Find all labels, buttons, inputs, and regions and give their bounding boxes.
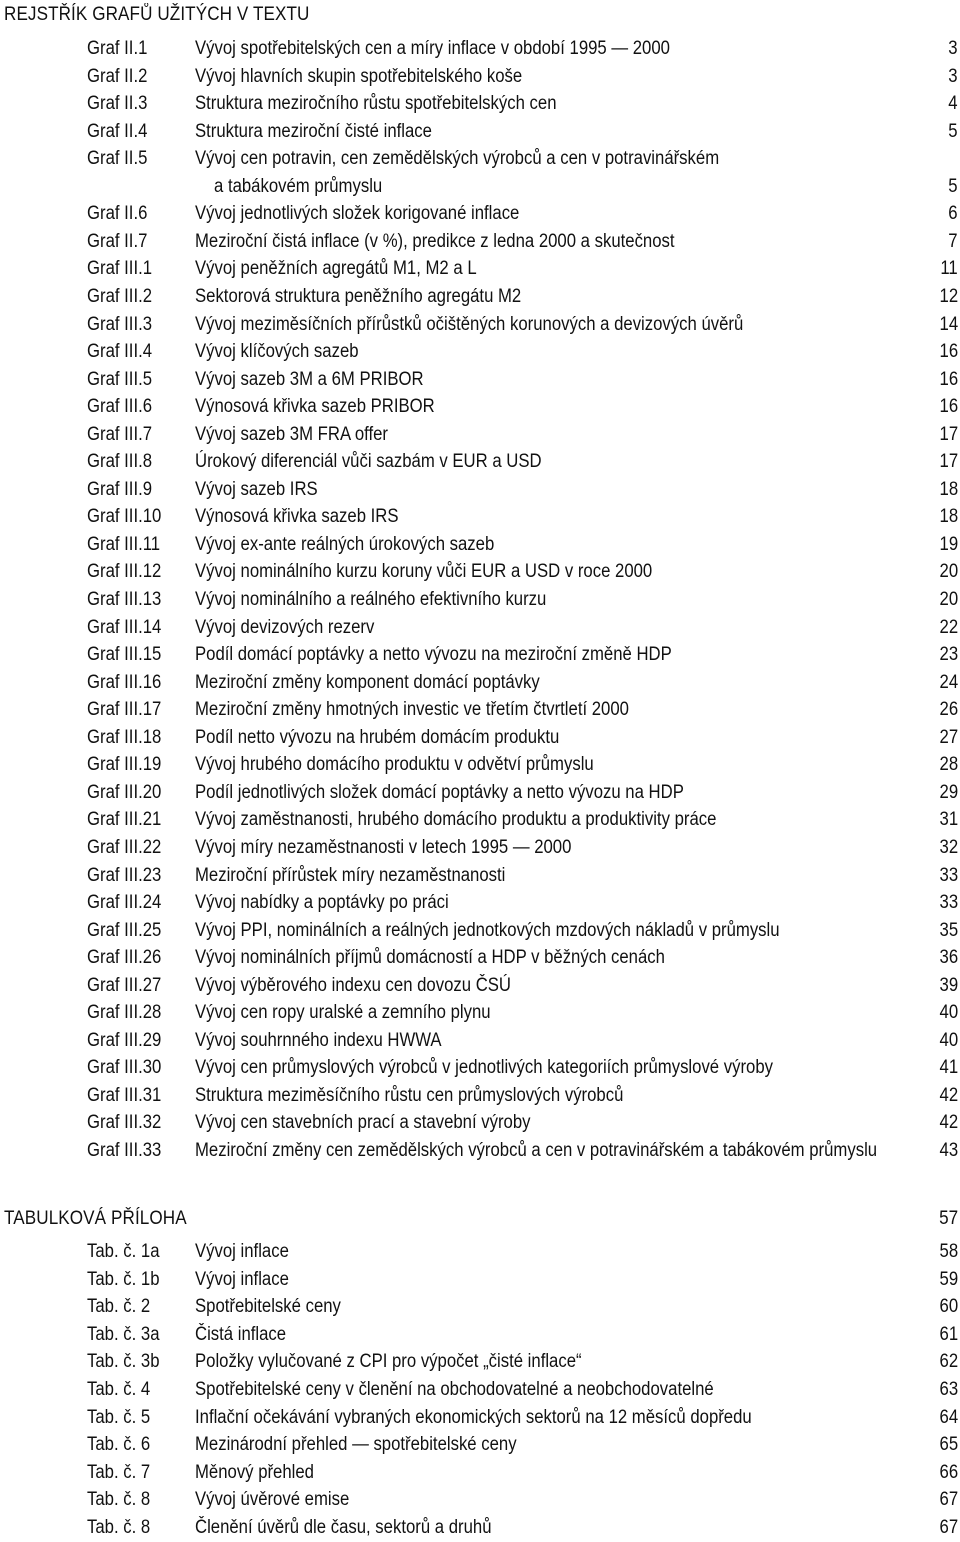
entry-label: Graf III.32 (87, 1112, 162, 1134)
entry-title: Úrokový diferenciál vůči sazbám v EUR a USD (195, 451, 542, 473)
entry-page-number: 32 (939, 836, 958, 858)
graph-index-row (0, 286, 960, 308)
entry-label: Graf III.28 (87, 1002, 162, 1024)
entry-page-number: 3 (948, 65, 958, 87)
entry-page-number: 26 (939, 699, 958, 721)
graph-index-row (0, 947, 960, 969)
entry-page-number: 20 (939, 561, 958, 583)
graph-index-row (0, 231, 960, 253)
entry-label: Graf III.25 (87, 919, 162, 941)
entry-title: Vývoj jednotlivých složek korigované inflace (195, 203, 520, 225)
graph-index-row (0, 1112, 960, 1134)
graph-index-row (0, 837, 960, 859)
entry-label: Tab. č. 6 (87, 1434, 151, 1456)
table-index-row (0, 1379, 960, 1401)
entry-title: Vývoj úvěrové emise (195, 1489, 350, 1511)
graph-index-row (0, 699, 960, 721)
entry-label: Graf III.26 (87, 947, 162, 969)
entry-title: Podíl domácí poptávky a netto vývozu na meziroční změně HDP (195, 644, 672, 666)
entry-page-number: 22 (939, 616, 958, 638)
entry-title: Vývoj nominálního a reálného efektivního kurzu (195, 589, 547, 610)
graph-index-row (0, 369, 960, 391)
entry-page-number: 42 (939, 1084, 958, 1106)
entry-page-number: 7 (948, 230, 958, 252)
entry-page-number: 11 (940, 258, 958, 280)
graph-index-row (0, 975, 960, 997)
entry-title: Položky vylučované z CPI pro výpočet „čisté inflace“ (195, 1351, 582, 1373)
graph-index-row (0, 1002, 960, 1024)
graph-index-row (0, 451, 960, 473)
graph-index-row (0, 66, 960, 88)
entry-label: Graf III.10 (87, 506, 162, 528)
entry-page-number: 65 (939, 1434, 958, 1456)
entry-title: Vývoj klíčových sazeb (195, 341, 359, 363)
entry-label: Tab. č. 4 (87, 1379, 151, 1400)
graph-index-row (0, 589, 960, 611)
entry-label: Graf III.23 (87, 864, 162, 886)
graph-index-row (0, 920, 960, 942)
entry-label: Graf III.31 (87, 1084, 162, 1106)
entry-label: Graf III.4 (87, 341, 153, 363)
entry-label: Tab. č. 1a (87, 1241, 160, 1262)
graph-index-row (0, 93, 960, 115)
entry-label: Graf III.3 (87, 313, 153, 335)
entry-page-number: 19 (939, 533, 958, 555)
graph-index-row (0, 424, 960, 446)
entry-title: Vývoj cen průmyslových výrobců v jednotlivých kategoriích průmyslové výroby (195, 1057, 774, 1079)
graph-index-row (0, 782, 960, 804)
entry-label: Graf III.15 (87, 644, 162, 666)
entry-page-number: 6 (948, 203, 958, 225)
table-index-row (0, 1489, 960, 1511)
entry-page-number: 62 (939, 1351, 958, 1373)
entry-page-number: 20 (939, 589, 958, 610)
graph-index-row (0, 396, 960, 418)
entry-page-number: 66 (939, 1461, 958, 1483)
graph-index-row (0, 809, 960, 831)
entry-page-number: 3 (948, 38, 958, 59)
entry-label: Graf II.4 (87, 120, 148, 142)
entry-title: Vývoj nabídky a poptávky po práci (195, 892, 449, 914)
entry-page-number: 27 (939, 726, 958, 748)
graph-index-row (0, 258, 960, 280)
entry-label: Graf II.1 (87, 38, 148, 59)
table-index-row (0, 1241, 960, 1263)
entry-title: Podíl netto vývozu na hrubém domácím produktu (195, 726, 560, 748)
table-index-row (0, 1296, 960, 1318)
entry-title: Meziroční přírůstek míry nezaměstnanosti (195, 864, 506, 886)
entry-title: Vývoj hlavních skupin spotřebitelského koše (195, 65, 523, 87)
graph-index-row (0, 617, 960, 639)
entry-title: Vývoj PPI, nominálních a reálných jednotkových mzdových nákladů v průmyslu (195, 919, 780, 941)
entry-title: Vývoj výběrového indexu cen dovozu ČSÚ (195, 974, 512, 996)
entry-label: Tab. č. 3a (87, 1323, 160, 1345)
entry-page-number: 39 (939, 974, 958, 996)
entry-page-number: 64 (939, 1406, 958, 1428)
entry-page-number: 17 (939, 423, 958, 445)
entry-title: Struktura meziročního růstu spotřebitelských cen (195, 93, 557, 115)
table-index-row (0, 1462, 960, 1484)
entry-page-number: 5 (948, 175, 958, 197)
entry-label: Tab. č. 1b (87, 1268, 160, 1290)
graph-index-row (0, 341, 960, 363)
entry-title: Čistá inflace (195, 1323, 287, 1345)
entry-title: Výnosová křivka sazeb IRS (195, 506, 399, 528)
entry-page-number: 58 (939, 1241, 958, 1262)
entry-page-number: 18 (939, 478, 958, 500)
entry-title: Vývoj cen ropy uralské a zemního plynu (195, 1002, 491, 1024)
entry-title: Meziroční změny hmotných investic ve třetím čtvrtletí 2000 (195, 699, 629, 721)
entry-page-number: 17 (939, 451, 958, 473)
entry-title: Vývoj sazeb IRS (195, 478, 318, 500)
entry-title: Vývoj nominálního kurzu koruny vůči EUR a USD v roce 2000 (195, 561, 653, 583)
entry-page-number: 33 (939, 864, 958, 886)
entry-page-number: 16 (939, 368, 958, 390)
entry-label: Graf III.13 (87, 589, 162, 610)
graph-index-row (0, 314, 960, 336)
entry-title: Podíl jednotlivých složek domácí poptávky a netto vývozu na HDP (195, 781, 684, 803)
graph-index-row (0, 1085, 960, 1107)
entry-label: Graf II.3 (87, 93, 148, 115)
entry-title: Vývoj cen potravin, cen zemědělských výrobců a cen v potravinářském (195, 148, 720, 170)
entry-label: Graf III.12 (87, 561, 162, 583)
entry-page-number: 36 (939, 947, 958, 969)
entry-page-number: 41 (939, 1057, 958, 1079)
entry-page-number: 14 (939, 313, 958, 335)
entry-label: Graf III.20 (87, 781, 162, 803)
entry-label: Graf III.27 (87, 974, 162, 996)
entry-page-number: 28 (939, 754, 958, 776)
entry-label: Graf III.29 (87, 1029, 162, 1051)
entry-label: Graf III.17 (87, 699, 162, 721)
graph-index-row (0, 754, 960, 776)
entry-page-number: 67 (939, 1489, 958, 1511)
entry-title: Vývoj peněžních agregátů M1, M2 a L (195, 258, 477, 280)
entry-page-number: 40 (939, 1002, 958, 1024)
entry-label: Graf III.5 (87, 368, 153, 390)
entry-title: Meziroční změny cen zemědělských výrobců a cen v potravinářském a tabákovém průmyslu (195, 1140, 878, 1161)
entry-label: Graf III.6 (87, 396, 153, 418)
entry-label: Graf III.2 (87, 285, 153, 307)
entry-label: Graf II.2 (87, 65, 148, 87)
graph-index-row (0, 892, 960, 914)
entry-label: Graf II.5 (87, 148, 148, 170)
table-index-row (0, 1517, 960, 1539)
entry-title: Sektorová struktura peněžního agregátu M2 (195, 285, 522, 307)
entry-label: Graf III.33 (87, 1140, 162, 1161)
graphs-heading: REJSTŘÍK GRAFŮ UŽITÝCH V TEXTU (4, 4, 310, 25)
entry-page-number: 60 (939, 1296, 958, 1318)
entry-title: Vývoj spotřebitelských cen a míry inflace v období 1995 — 2000 (195, 38, 670, 59)
entry-title: Vývoj inflace (195, 1241, 289, 1262)
entry-label: Graf III.18 (87, 726, 162, 748)
entry-label: Graf III.14 (87, 616, 162, 638)
graph-index-row (0, 506, 960, 528)
graph-index-row (0, 38, 960, 60)
entry-title: Vývoj sazeb 3M FRA offer (195, 423, 388, 445)
entry-label: Tab. č. 2 (87, 1296, 151, 1318)
graph-index-row (0, 203, 960, 225)
graph-index-row (0, 479, 960, 501)
entry-label: Graf III.9 (87, 478, 153, 500)
entry-page-number: 42 (939, 1112, 958, 1134)
entry-title: Vývoj cen stavebních prací a stavební výroby (195, 1112, 531, 1134)
entry-label: Graf III.22 (87, 836, 162, 858)
graph-index-row (0, 561, 960, 583)
entry-label: Graf III.8 (87, 451, 153, 473)
entry-label: Graf III.19 (87, 754, 162, 776)
entry-page-number: 16 (939, 341, 958, 363)
entry-title: Vývoj inflace (195, 1268, 289, 1290)
entry-title: Vývoj hrubého domácího produktu v odvětví průmyslu (195, 754, 594, 776)
entry-page-number: 12 (939, 285, 958, 307)
graph-index-row (0, 644, 960, 666)
table-index-row (0, 1351, 960, 1373)
entry-title: Mezinárodní přehled — spotřebitelské ceny (195, 1434, 517, 1456)
graph-index-row (0, 727, 960, 749)
graph-index-row (0, 1140, 960, 1162)
tables-heading: TABULKOVÁ PŘÍLOHA (4, 1208, 187, 1229)
graph-index-row (0, 534, 960, 556)
entry-label: Graf III.30 (87, 1057, 162, 1079)
entry-title: Vývoj souhrnného indexu HWWA (195, 1029, 442, 1051)
entry-label: Tab. č. 7 (87, 1461, 151, 1483)
entry-title: Vývoj sazeb 3M a 6M PRIBOR (195, 368, 424, 390)
entry-page-number: 4 (948, 93, 958, 115)
entry-page-number: 35 (939, 919, 958, 941)
tables-heading-page: 57 (938, 1208, 958, 1229)
entry-label: Tab. č. 3b (87, 1351, 160, 1373)
entry-title: Výnosová křivka sazeb PRIBOR (195, 396, 435, 418)
entry-page-number: 63 (939, 1379, 958, 1400)
entry-title: Vývoj zaměstnanosti, hrubého domácího produktu a produktivity práce (195, 809, 717, 831)
table-index-row (0, 1434, 960, 1456)
entry-page-number: 31 (939, 809, 958, 831)
entry-title: Vývoj míry nezaměstnanosti v letech 1995 — 2000 (195, 836, 572, 858)
graph-index-row (0, 148, 960, 170)
entry-page-number: 23 (939, 644, 958, 666)
entry-page-number: 61 (939, 1323, 958, 1345)
entry-page-number: 18 (939, 506, 958, 528)
entry-label: Graf III.1 (87, 258, 153, 280)
entry-page-number: 33 (939, 892, 958, 914)
entry-title: a tabákovém průmyslu (214, 175, 383, 197)
entry-label: Graf III.24 (87, 892, 162, 914)
graph-index-row (0, 1057, 960, 1079)
entry-title: Struktura meziměsíčního růstu cen průmyslových výrobců (195, 1084, 624, 1106)
entry-title: Vývoj nominálních příjmů domácností a HDP v běžných cenách (195, 947, 665, 969)
entry-title: Vývoj devizových rezerv (195, 616, 375, 638)
table-index-row (0, 1269, 960, 1291)
entry-title: Meziroční změny komponent domácí poptávky (195, 671, 540, 693)
entry-label: Graf III.16 (87, 671, 162, 693)
entry-title: Měnový přehled (195, 1461, 314, 1483)
entry-title: Vývoj ex-ante reálných úrokových sazeb (195, 533, 495, 555)
graph-index-row (0, 672, 960, 694)
entry-label: Graf II.6 (87, 203, 148, 225)
entry-page-number: 24 (939, 671, 958, 693)
entry-title: Členění úvěrů dle času, sektorů a druhů (195, 1517, 492, 1538)
table-index-row (0, 1324, 960, 1346)
entry-page-number: 43 (939, 1140, 958, 1161)
entry-page-number: 16 (939, 396, 958, 418)
entry-page-number: 5 (948, 120, 958, 142)
entry-title: Spotřebitelské ceny (195, 1296, 341, 1318)
graph-index-row (0, 1030, 960, 1052)
entry-page-number: 59 (939, 1268, 958, 1290)
entry-label: Graf III.21 (87, 809, 162, 831)
entry-label: Tab. č. 5 (87, 1406, 151, 1428)
entry-label: Tab. č. 8 (87, 1489, 151, 1511)
entry-title: Spotřebitelské ceny v členění na obchodovatelné a neobchodovatelné (195, 1379, 714, 1400)
entry-label: Graf III.11 (87, 533, 161, 555)
graph-index-row (0, 176, 960, 198)
table-index-row (0, 1407, 960, 1429)
entry-label: Graf III.7 (87, 423, 153, 445)
entry-title: Vývoj meziměsíčních přírůstků očištěných korunových a devizových úvěrů (195, 313, 744, 335)
entry-title: Meziroční čistá inflace (v %), predikce z ledna 2000 a skutečnost (195, 230, 675, 252)
entry-label: Graf II.7 (87, 230, 148, 252)
graph-index-row (0, 865, 960, 887)
graph-index-row (0, 121, 960, 143)
entry-page-number: 40 (939, 1029, 958, 1051)
entry-page-number: 67 (939, 1517, 958, 1538)
entry-label: Tab. č. 8 (87, 1517, 151, 1538)
entry-title: Struktura meziroční čisté inflace (195, 120, 432, 142)
entry-title: Inflační očekávání vybraných ekonomických sektorů na 12 měsíců dopředu (195, 1406, 752, 1428)
entry-page-number: 29 (939, 781, 958, 803)
